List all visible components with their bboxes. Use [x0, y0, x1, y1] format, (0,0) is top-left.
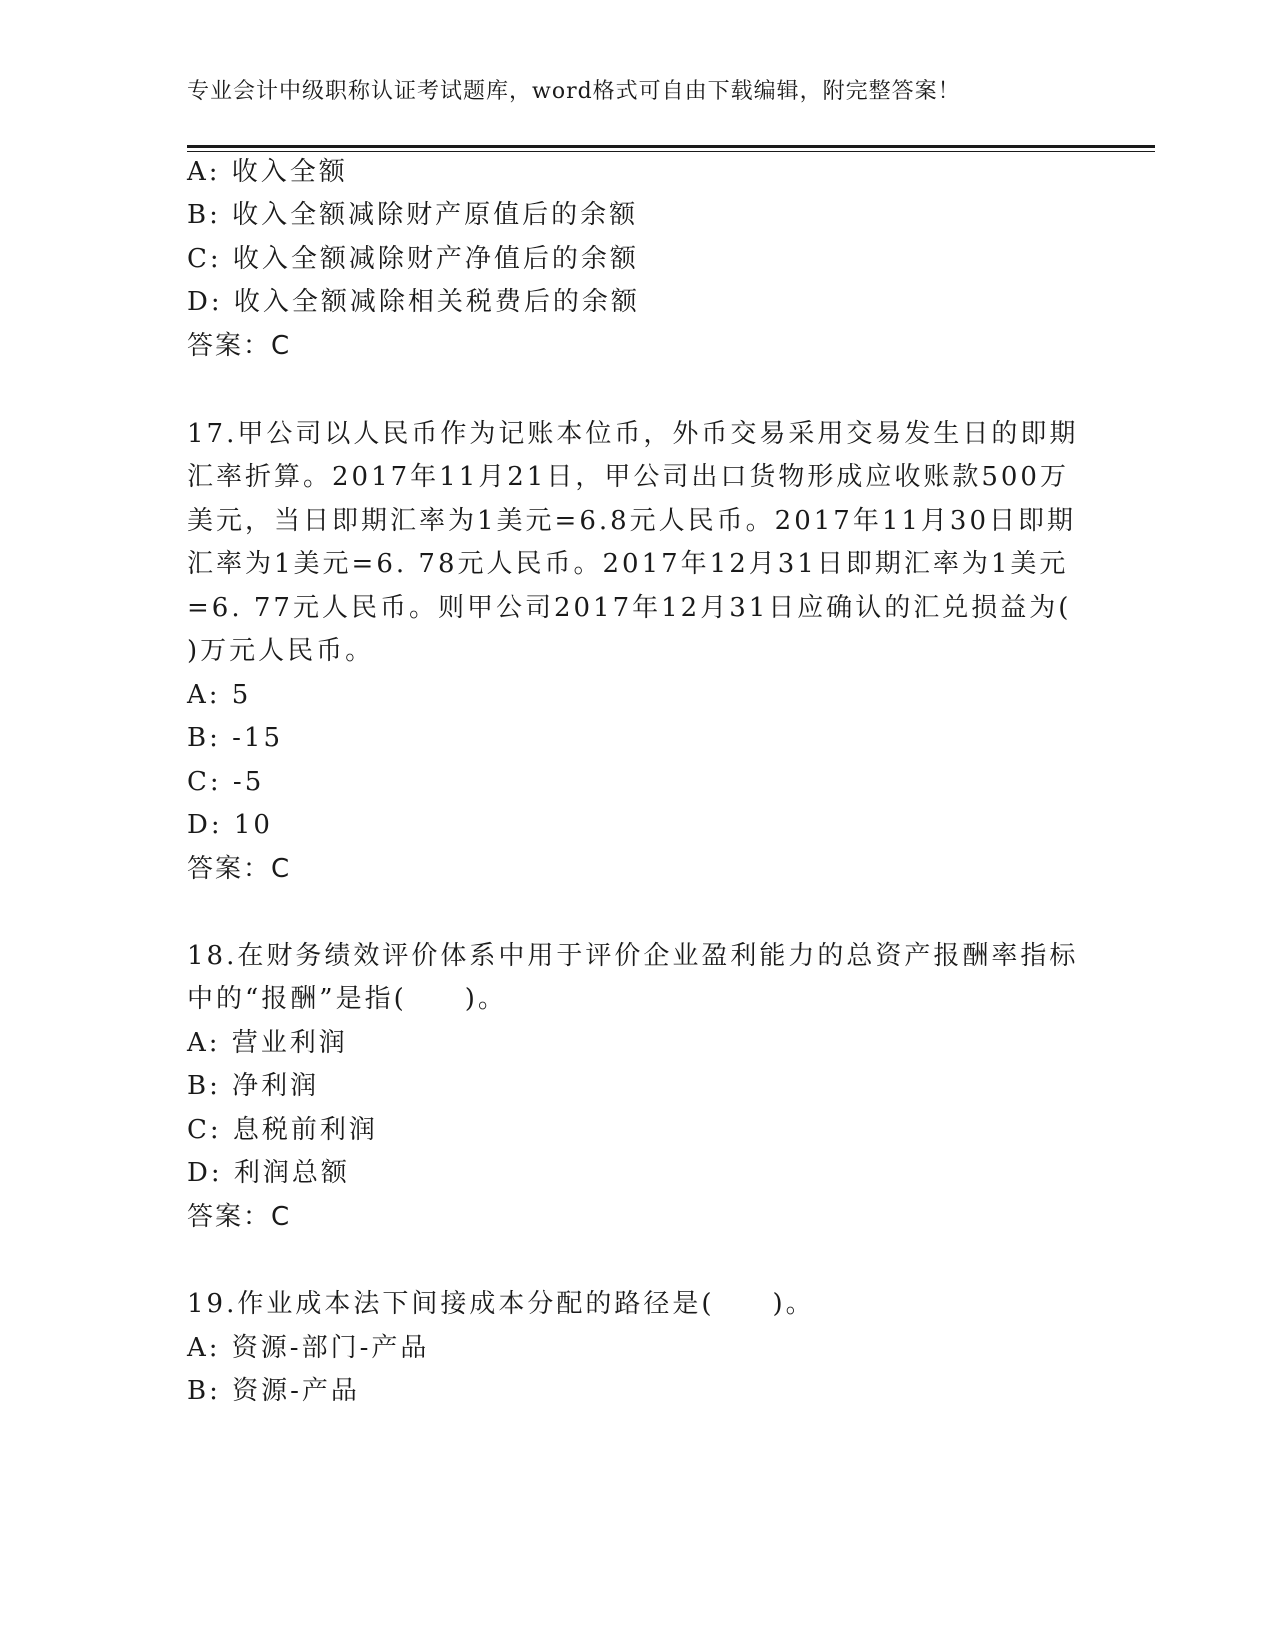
q16-option-b: B: 收入全额减除财产原值后的余额 — [187, 200, 639, 230]
header-rule-thin — [187, 151, 1155, 152]
q16-option-a: A: 收入全额 — [187, 157, 348, 187]
q18-stem-line-2: 中的“报酬”是指( )。 — [187, 984, 507, 1014]
q19-stem-line-1: 19.作业成本法下间接成本分配的路径是( )。 — [187, 1289, 815, 1319]
q17-option-a: A: 5 — [187, 680, 252, 710]
q17-stem-line-1: 17.甲公司以人民币作为记账本位币，外币交易采用交易发生日的即期 — [187, 419, 1079, 449]
q17-answer: 答案：C — [187, 854, 292, 884]
header-rule-thick — [187, 145, 1155, 148]
q17-option-d: D: 10 — [187, 810, 273, 840]
q16-option-d: D: 收入全额减除相关税费后的余额 — [187, 287, 640, 317]
q17-stem-line-3: 美元，当日即期汇率为1美元=6.8元人民币。2017年11月30日即期 — [187, 506, 1077, 536]
q17-stem-line-4: 汇率为1美元=6. 78元人民币。2017年12月31日即期汇率为1美元 — [187, 549, 1069, 579]
q16-answer: 答案：C — [187, 331, 292, 361]
q19-option-b: B: 资源-产品 — [187, 1376, 360, 1406]
q18-option-d: D: 利润总额 — [187, 1158, 350, 1188]
q17-stem-line-5: =6. 77元人民币。则甲公司2017年12月31日应确认的汇兑损益为( — [187, 593, 1072, 623]
q17-option-c: C: -5 — [187, 767, 265, 797]
q18-option-a: A: 营业利润 — [187, 1028, 348, 1058]
q17-stem-line-2: 汇率折算。2017年11月21日，甲公司出口货物形成应收账款500万 — [187, 462, 1069, 492]
q18-option-c: C: 息税前利润 — [187, 1115, 378, 1145]
q18-stem-line-1: 18.在财务绩效评价体系中用于评价企业盈利能力的总资产报酬率指标 — [187, 941, 1079, 971]
q18-answer: 答案：C — [187, 1202, 292, 1232]
q16-option-c: C: 收入全额减除财产净值后的余额 — [187, 244, 639, 274]
q17-stem-line-6: )万元人民币。 — [187, 636, 375, 666]
q18-option-b: B: 净利润 — [187, 1071, 320, 1101]
q19-option-a: A: 资源-部门-产品 — [187, 1333, 430, 1363]
q17-option-b: B: -15 — [187, 723, 283, 753]
page-header: 专业会计中级职称认证考试题库，word格式可自由下载编辑，附完整答案！ — [187, 79, 961, 104]
